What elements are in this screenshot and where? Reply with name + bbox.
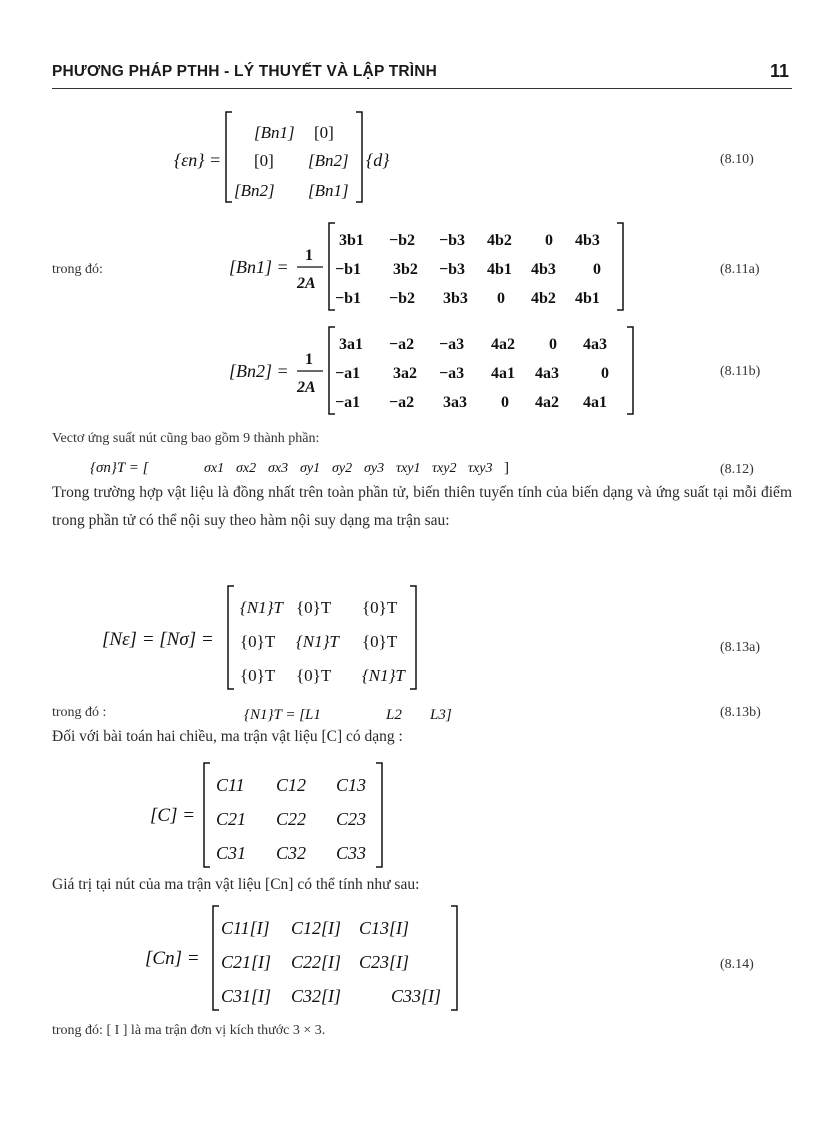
matrix-cell: 3a1 (339, 336, 363, 353)
equation-c-matrix (150, 759, 390, 871)
matrix-cell: −b2 (389, 290, 416, 307)
right-bracket (376, 763, 382, 867)
matrix-cell: C11 (216, 775, 245, 795)
matrix-cell: 0 (545, 232, 553, 249)
matrix-cell: −a2 (389, 394, 415, 411)
matrix-cell: C13 (336, 775, 367, 795)
eq-c-lhs: [C] = (150, 805, 196, 826)
matrix-cell: {N1}T (240, 598, 283, 617)
matrix-cell: [Bn1] (254, 123, 295, 142)
matrix-cell: C32 (276, 843, 307, 863)
matrix-cell: C21 (216, 809, 247, 829)
matrix-cell: −b3 (439, 261, 466, 278)
matrix-cell: {0}T (362, 598, 398, 617)
matrix-cn-cells (221, 918, 441, 1006)
equation-8-14-svg (145, 902, 475, 1014)
eq-8-13b-lhs: {N1}T = [L1 (244, 707, 321, 723)
left-bracket (228, 586, 234, 689)
matrix-cell: {0}T (296, 598, 332, 617)
equation-8-11a (225, 218, 635, 318)
matrix-cell: 0 (601, 365, 609, 382)
matrix-cell: [Bn2] (308, 151, 349, 170)
matrix-cell: [Bn2] (234, 181, 275, 200)
matrix-cell: C31[I] (221, 986, 272, 1006)
eq-8-13a-lhs: [Nε] = [Nσ] = (102, 629, 214, 650)
vector-term: L2 (386, 707, 402, 723)
equation-number: (8.14) (720, 957, 754, 972)
matrix-cell: −a3 (439, 365, 465, 382)
matrix-cell: −b1 (335, 261, 362, 278)
matrix-cell: C33 (336, 843, 367, 863)
matrix-cell: −b2 (389, 232, 416, 249)
vector-term: τxy1 (396, 461, 421, 476)
matrix-cell: C22[I] (291, 952, 342, 972)
matrix-cell: −b1 (335, 290, 362, 307)
matrix-cell: 4b1 (487, 261, 512, 278)
equation-8-11b-svg (225, 322, 645, 422)
vector-term: τxy2 (432, 461, 457, 476)
eq-8-10-lhs: {εn} = (174, 150, 222, 170)
matrix-cell: {N1}T (362, 666, 405, 685)
paragraph-nodal-material: Giá trị tại nút của ma trận vật liệu [Cn] có thể tính như sau: (52, 876, 420, 893)
right-bracket (451, 906, 457, 1010)
matrix-cell: {N1}T (296, 632, 339, 651)
left-bracket (226, 112, 232, 202)
matrix-cell: 4b1 (575, 290, 600, 307)
matrix-cell: C13[I] (359, 918, 410, 938)
equation-number: (8.11a) (720, 262, 760, 277)
vector-term: σy3 (364, 461, 385, 476)
right-bracket (627, 327, 633, 414)
header-rule (52, 88, 792, 89)
matrix-cell: −a3 (439, 336, 465, 353)
matrix-cell: 3b1 (339, 232, 364, 249)
paragraph-identity-matrix: trong đó: [ I ] là ma trận đơn vị kích thước 3 × 3. (52, 1023, 326, 1038)
equation-number: (8.12) (720, 462, 754, 477)
equation-c-matrix-svg (150, 759, 390, 871)
equation-8-11b (225, 322, 645, 422)
matrix-cell: 4a3 (535, 365, 559, 382)
matrix-cell: C33[I] (391, 986, 442, 1006)
matrix-cell: 4a2 (491, 336, 515, 353)
matrix-cell: 4a1 (491, 365, 515, 382)
matrix-cell: 3a3 (443, 394, 467, 411)
equation-8-12-svg (90, 452, 520, 480)
matrix-bn2-cells (335, 336, 609, 411)
matrix-cell: 0 (501, 394, 509, 411)
eq-8-11a-lhs: [Bn1] = (229, 257, 289, 277)
equation-8-10 (170, 108, 410, 208)
matrix-cell: 4a1 (583, 394, 607, 411)
matrix-cell: C31 (216, 843, 247, 863)
matrix-cell: [Bn1] (308, 181, 349, 200)
matrix-cell: C11[I] (221, 918, 270, 938)
matrix-cell: −a1 (335, 394, 361, 411)
paragraph-interpolation: Trong trường hợp vật liệu là đồng nhất trên toàn phần tử, biến thiên tuyến tính của biến dạng và ứng suất tại mỗi điểm trong phần tử có thể nội suy theo hàm nội suy dạng ma trận sau: (52, 484, 792, 529)
stress-vector-terms (204, 461, 492, 476)
eq-8-11b-lhs: [Bn2] = (229, 361, 289, 381)
equation-8-11a-svg (225, 218, 635, 318)
matrix-cell: [0] (254, 151, 274, 170)
left-bracket (204, 763, 210, 867)
matrix-cell: C21[I] (221, 952, 272, 972)
equation-number: (8.10) (720, 152, 754, 167)
matrix-cell: 4b3 (575, 232, 600, 249)
vector-term: τxy3 (468, 461, 493, 476)
matrix-cell: [0] (314, 123, 334, 142)
matrix-cell: {0}T (240, 632, 276, 651)
matrix-cell: {0}T (296, 666, 332, 685)
matrix-cell: 4b2 (487, 232, 512, 249)
eq-8-12-lhs: {σn}T = [ (90, 460, 149, 476)
matrix-cell: 3b3 (443, 290, 468, 307)
paragraph-material-matrix: Đối với bài toán hai chiều, ma trận vật liệu [C] có dạng : (52, 728, 403, 745)
matrix-cell: 3a2 (393, 365, 417, 382)
equation-8-14 (145, 902, 475, 1014)
fraction-denominator: 2A (297, 275, 316, 292)
right-bracket (356, 112, 362, 202)
equation-number: (8.13b) (720, 705, 761, 720)
page-number: 11 (770, 61, 790, 81)
vector-term: σy1 (300, 461, 321, 476)
eq-label-trong-do: trong đó: (52, 262, 103, 277)
vector-term: σx3 (268, 461, 289, 476)
eq-8-14-lhs: [Cn] = (145, 948, 200, 969)
fraction-numerator: 1 (305, 247, 313, 264)
equation-8-13a-svg (100, 583, 430, 693)
matrix-n-cells (240, 598, 406, 685)
matrix-cell: 0 (497, 290, 505, 307)
eq-label-trong-do-2: trong đó : (52, 705, 107, 720)
matrix-cell: 0 (549, 336, 557, 353)
equation-number: (8.13a) (720, 640, 761, 655)
matrix-c-cells (216, 775, 366, 863)
vector-term: σy2 (332, 461, 353, 476)
matrix-cell: −a1 (335, 365, 361, 382)
matrix-cell: 4a3 (583, 336, 607, 353)
matrix-cell: C23 (336, 809, 367, 829)
equation-8-10-svg (170, 108, 410, 208)
equation-number: (8.11b) (720, 364, 761, 379)
matrix-cell: 0 (593, 261, 601, 278)
right-bracket (617, 223, 623, 310)
equation-8-13a (100, 583, 430, 693)
eq-8-10-rhs: {d} (366, 150, 390, 170)
matrix-cell: C12[I] (291, 918, 342, 938)
running-header-title: PHƯƠNG PHÁP PTHH - LÝ THUYẾT VÀ LẬP TRÌNH (52, 63, 438, 80)
vector-close-bracket: ] (504, 460, 509, 476)
eq-8-12-intro: Vectơ ứng suất nút cũng bao gồm 9 thành phần: (52, 431, 320, 446)
matrix-cell: 4b2 (531, 290, 556, 307)
matrix-cell: {0}T (240, 666, 276, 685)
vector-term: L3] (430, 707, 452, 723)
fraction-numerator: 1 (305, 351, 313, 368)
matrix-cell: −a2 (389, 336, 415, 353)
matrix-cell: {0}T (362, 632, 398, 651)
fraction-denominator: 2A (297, 379, 316, 396)
matrix-cell: C22 (276, 809, 307, 829)
matrix-cell: 4a2 (535, 394, 559, 411)
matrix-cell: −b3 (439, 232, 466, 249)
matrix-cell: 4b3 (531, 261, 556, 278)
matrix-bn1-cells (335, 232, 601, 307)
equation-8-13b-svg (244, 700, 484, 726)
matrix-cell: 3b2 (393, 261, 418, 278)
equation-8-13b (244, 700, 484, 726)
left-bracket (213, 906, 219, 1010)
equation-8-12 (90, 452, 520, 480)
right-bracket (410, 586, 416, 689)
vector-term: σx2 (236, 461, 257, 476)
vector-term: σx1 (204, 461, 225, 476)
matrix-cell: C23[I] (359, 952, 410, 972)
matrix-cell: C32[I] (291, 986, 342, 1006)
matrix-cell: C12 (276, 775, 307, 795)
